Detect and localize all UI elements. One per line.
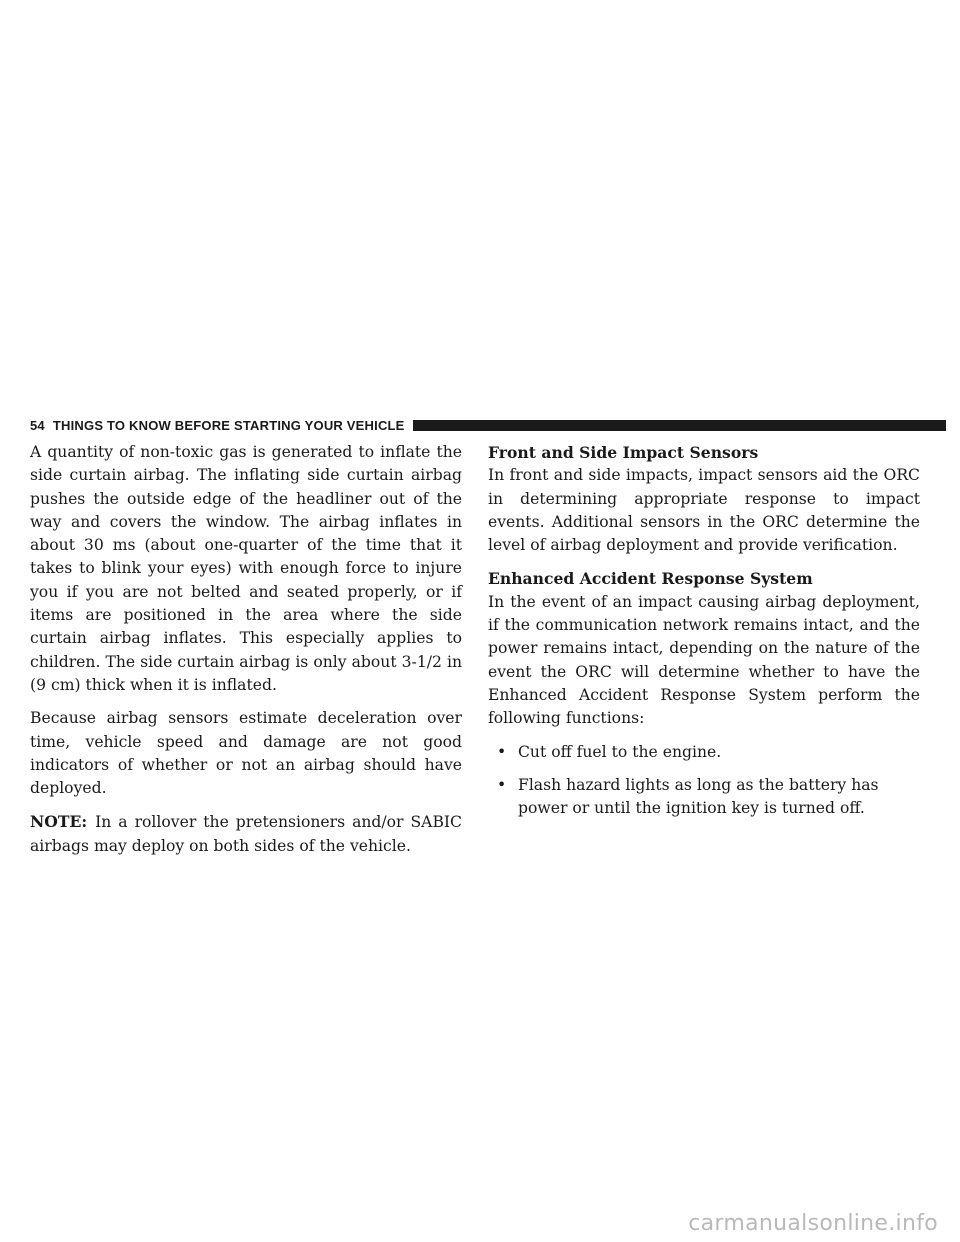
impact-sensors-heading: Front and Side Impact Sensors xyxy=(488,443,759,462)
note-label: NOTE: xyxy=(30,812,88,832)
bullet-icon: • xyxy=(497,775,507,794)
page-header xyxy=(30,417,946,433)
list-item-text: Flash hazard lights as long as the battery has power or until the ignition key is turned off. xyxy=(518,775,879,818)
left-column xyxy=(30,441,462,868)
bullet-icon: • xyxy=(497,742,507,761)
accident-response-body: In the event of an impact causing airbag deployment, if the communication network remains intact, and the power remains intact, depending on the nature of the event the ORC will determine whether to have the Enhanced Accident Response System perform the following functions: xyxy=(488,592,920,728)
list-item xyxy=(488,741,920,764)
note-paragraph xyxy=(30,810,462,858)
section-title: THINGS TO KNOW BEFORE STARTING YOUR VEHICLE xyxy=(52,417,405,433)
list-item-text: Cut off fuel to the engine. xyxy=(518,742,722,761)
accident-response-section xyxy=(488,567,920,820)
page-number: 54 xyxy=(30,417,45,433)
side-curtain-paragraph: A quantity of non-toxic gas is generated to inflate the side curtain airbag. The inflating side curtain airbag pushes the outside edge of the headliner out of the way and covers the window. The airbag inflates in about 30 ms (about one-quarter of the time that it takes to blink your eyes) with enough force to injure you if you are not belted and seated properly, or if items are positioned in the area where the side curtain airbag inflates. This especially applies to children. The side curtain airbag is only about 3-1/2 in (9 cm) thick when it is inflated. xyxy=(30,443,462,694)
note-text: In a rollover the pretensioners and/or SABIC airbags may deploy on both sides of the vehicle. xyxy=(30,813,462,855)
impact-sensors-body: In front and side impacts, impact sensors aid the ORC in determining appropriate response to impact events. Additional sensors in the ORC determine the level of airbag deployment and provide verification. xyxy=(488,466,920,555)
functions-list xyxy=(488,741,920,821)
sensors-paragraph: Because airbag sensors estimate deceleration over time, vehicle speed and damage are not good indicators of whether or not an airbag should have deployed. xyxy=(30,709,462,798)
right-column xyxy=(488,441,920,830)
watermark: carmanualsonline.info xyxy=(688,1211,938,1236)
accident-response-heading: Enhanced Accident Response System xyxy=(488,569,813,589)
header-rule xyxy=(413,420,946,431)
list-item xyxy=(488,774,920,821)
impact-sensors-section xyxy=(488,441,920,557)
